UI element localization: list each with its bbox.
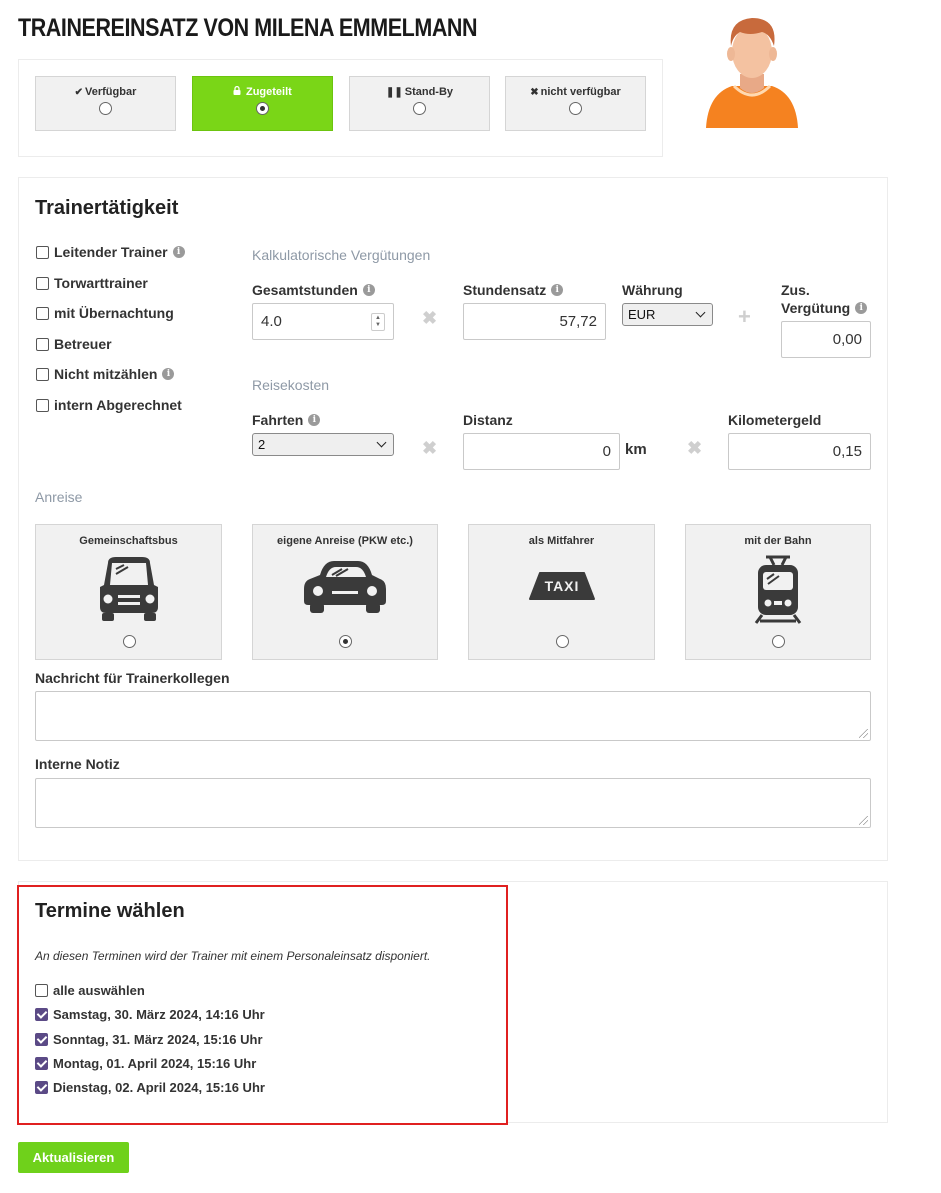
role-leitender-trainer[interactable] <box>36 244 185 260</box>
checkbox-checked[interactable] <box>35 1033 48 1046</box>
status-radio[interactable] <box>569 102 582 115</box>
role-torwarttrainer[interactable] <box>36 275 148 291</box>
role-label: Torwarttrainer <box>54 275 148 291</box>
info-icon[interactable]: i <box>162 368 174 380</box>
multiply-icon: ✖ <box>422 308 438 328</box>
anreise-heading: Anreise <box>35 489 83 505</box>
zus-verguetung-label: Vergütung i <box>781 300 867 316</box>
status-radio[interactable] <box>413 102 426 115</box>
status-option-standby[interactable] <box>349 76 490 131</box>
plus-icon: + <box>738 304 751 329</box>
status-radio[interactable] <box>256 102 269 115</box>
anreise-radio[interactable] <box>339 635 352 648</box>
termin-label: Montag, 01. April 2024, 15:16 Uhr <box>53 1056 257 1071</box>
info-icon[interactable]: i <box>363 284 375 296</box>
role-label: Betreuer <box>54 336 112 352</box>
anreise-option-bahn[interactable] <box>685 524 871 660</box>
termin-label: Sonntag, 31. März 2024, 15:16 Uhr <box>53 1032 263 1047</box>
role-label: Nicht mitzählen <box>54 366 158 382</box>
termin-row[interactable] <box>35 1080 265 1095</box>
chevron-down-icon <box>696 308 706 318</box>
role-label: mit Übernachtung <box>54 305 174 321</box>
taxi-text: TAXI <box>544 578 579 594</box>
fahrten-label: Fahrten i <box>252 412 320 428</box>
x-icon: ✖ <box>530 87 539 98</box>
gesamtstunden-label: Gesamtstunden i <box>252 282 375 298</box>
nachricht-textarea[interactable] <box>35 691 871 741</box>
checkbox[interactable] <box>36 338 49 351</box>
resize-handle[interactable] <box>859 816 868 825</box>
trainer-panel <box>18 177 888 861</box>
notiz-label: Interne Notiz <box>35 756 120 772</box>
multiply-icon: ✖ <box>687 438 703 458</box>
trainer-heading: Trainertätigkeit <box>35 197 179 219</box>
role-label: Leitender Trainer <box>54 244 168 260</box>
info-icon[interactable]: i <box>173 246 185 258</box>
role-intern-abgerechnet[interactable] <box>36 397 182 413</box>
status-option-verfuegbar[interactable] <box>35 76 176 131</box>
status-label: nicht verfügbar <box>540 86 621 98</box>
checkbox[interactable] <box>36 277 49 290</box>
waehrung-label: Währung <box>622 282 683 298</box>
checkbox-checked[interactable] <box>35 1008 48 1021</box>
role-nicht-mitzaehlen[interactable] <box>36 366 174 382</box>
multiply-icon: ✖ <box>422 438 438 458</box>
checkbox-checked[interactable] <box>35 1057 48 1070</box>
termine-hint: An diesen Terminen wird der Trainer mit einem Personaleinsatz disponiert. <box>35 949 431 963</box>
tram-icon <box>748 555 808 625</box>
info-icon[interactable]: i <box>308 414 320 426</box>
chevron-down-icon <box>377 438 387 448</box>
anreise-radio[interactable] <box>556 635 569 648</box>
anreise-radio[interactable] <box>123 635 136 648</box>
termin-row[interactable] <box>35 1056 256 1071</box>
lock-icon <box>233 87 244 98</box>
fahrten-select[interactable]: 2 <box>252 433 394 456</box>
anreise-option-pkw[interactable] <box>252 524 438 660</box>
role-label: intern Abgerechnet <box>54 397 182 413</box>
number-spinner[interactable]: ▲ ▼ <box>371 313 385 331</box>
notiz-textarea[interactable] <box>35 778 871 828</box>
waehrung-select[interactable]: EUR <box>622 303 713 326</box>
termin-label: Samstag, 30. März 2024, 14:16 Uhr <box>53 1007 265 1022</box>
nachricht-label: Nachricht für Trainerkollegen <box>35 670 230 686</box>
bus-icon <box>94 555 164 623</box>
avatar <box>700 12 804 128</box>
anreise-label: Gemeinschaftsbus <box>79 535 178 547</box>
anreise-option-mitfahrer[interactable] <box>468 524 655 660</box>
checkbox[interactable] <box>36 399 49 412</box>
resize-handle[interactable] <box>859 729 868 738</box>
pause-icon: ❚❚ <box>385 87 403 98</box>
checkbox[interactable] <box>35 984 48 997</box>
anreise-label: mit der Bahn <box>744 535 812 547</box>
status-selector <box>18 59 663 157</box>
termine-heading: Termine wählen <box>35 900 185 922</box>
termin-label: Dienstag, 02. April 2024, 15:16 Uhr <box>53 1080 265 1095</box>
checkbox[interactable] <box>36 368 49 381</box>
anreise-label: als Mitfahrer <box>528 535 595 547</box>
taxi-icon <box>526 555 598 615</box>
kilometergeld-input[interactable]: 0,15 <box>728 433 871 470</box>
gesamtstunden-input[interactable]: 4.0 ▲ ▼ <box>252 303 394 340</box>
role-mit-uebernachtung[interactable] <box>36 305 174 321</box>
status-label: Stand-By <box>404 86 454 98</box>
stundensatz-label: Stundensatz i <box>463 282 563 298</box>
anreise-radio[interactable] <box>772 635 785 648</box>
check-icon: ✔ <box>74 87 84 98</box>
zus-verguetung-label-line1: Zus. <box>781 282 810 298</box>
select-all-row[interactable] <box>35 983 145 998</box>
info-icon[interactable]: i <box>855 302 867 314</box>
status-option-zugeteilt[interactable] <box>192 76 333 131</box>
reisekosten-heading: Reisekosten <box>252 377 330 393</box>
anreise-option-bus[interactable] <box>35 524 222 660</box>
kilometergeld-label: Kilometergeld <box>728 412 822 428</box>
distanz-input[interactable]: 0 <box>463 433 620 470</box>
status-radio[interactable] <box>99 102 112 115</box>
checkbox-checked[interactable] <box>35 1081 48 1094</box>
distanz-unit: km <box>625 441 647 458</box>
anreise-label: eigene Anreise (PKW etc.) <box>277 535 413 547</box>
checkbox[interactable] <box>36 307 49 320</box>
status-label: Verfügbar <box>85 86 137 98</box>
zus-verguetung-input[interactable]: 0,00 <box>781 321 871 358</box>
distanz-label: Distanz <box>463 412 513 428</box>
termin-row[interactable] <box>35 1032 263 1047</box>
checkbox[interactable] <box>36 246 49 259</box>
stundensatz-input[interactable]: 57,72 <box>463 303 606 340</box>
role-betreuer[interactable] <box>36 336 112 352</box>
verguetung-heading: Kalkulatorische Vergütungen <box>252 247 431 263</box>
update-button[interactable]: Aktualisieren <box>18 1142 129 1173</box>
info-icon[interactable]: i <box>551 284 563 296</box>
termin-row[interactable] <box>35 1007 265 1022</box>
page-title: TRAINEREINSATZ VON MILENA EMMELMANN <box>18 14 478 42</box>
car-icon <box>300 555 390 619</box>
status-label: Zugeteilt <box>245 86 292 98</box>
select-all-label: alle auswählen <box>53 983 145 998</box>
status-option-nicht-verfuegbar[interactable] <box>505 76 646 131</box>
